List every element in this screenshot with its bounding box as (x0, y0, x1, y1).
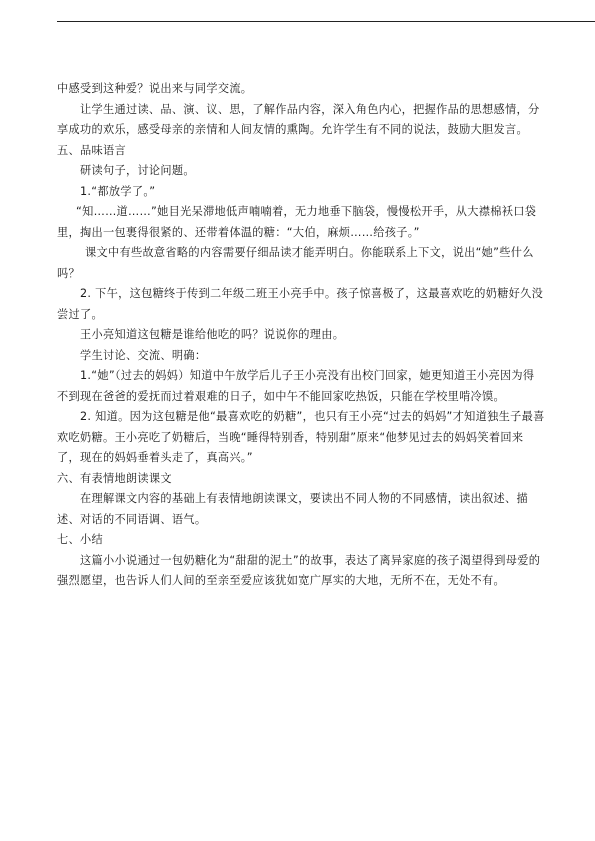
paragraph-7: 在理解课文内容的基础上有表情地朗读课文，要读出不同人物的不同感情，读出叙述、描述、对话的不同语调、语气。 (57, 492, 529, 526)
section-heading-5: 五、品味语言 (57, 143, 126, 157)
paragraph-8: 这篇小小说通过一包奶糖化为“甜甜的泥土”的故事，表达了离异家庭的孩子渴望得到母爱的强烈愿望，也告诉人们人间的至亲至爱应该犹如宽广厚实的大地，无所不在，无处不有。 (57, 553, 541, 587)
section-heading-7: 七、小结 (57, 533, 103, 546)
paragraph-6: 学生讨论、交流、明确： (80, 348, 207, 362)
quote-1-label: 1.“都放学了。” (80, 184, 156, 198)
quote-1-text: “知……道……”她目光呆滞地低声喃喃着，无力地垂下脑袋，慢慢松开手，从大襟棉袄口袋里，掏出一包裹得很紧的、还带着体温的糖：“大伯，麻烦……给孩子。” (57, 205, 537, 239)
paragraph-4: 课文中有些故意省略的内容需要仔细品读才能弄明白。你能联系上下文，说出“她”些什么吗？ (57, 246, 534, 280)
paragraph-5: 王小亮知道这包糖是谁给他吃的吗？说说你的理由。 (80, 328, 345, 341)
answer-1: 1.“她”（过去的妈妈）知道中午放学后儿子王小亮没有出校门回家，她更知道王小亮因为得不到现在爸爸的爱抚而过着艰难的日子，如中午不能回家吃热饭，只能在学校里啃冷馍。 (57, 369, 535, 403)
paragraph-2: 让学生通过读、品、演、议、思，了解作品内容，深入角色内心，把握作品的思想感情，分享成功的欢乐，感受母亲的亲情和人间友情的熏陶。允许学生有不同的说法，鼓励大胆发言。 (57, 102, 540, 136)
header-rule (57, 21, 595, 22)
document-body (57, 79, 545, 592)
section-heading-6: 六、有表情地朗读课文 (57, 471, 172, 485)
paragraph-3: 研读句子，讨论问题。 (80, 164, 195, 177)
answer-2: 2. 知道。因为这包糖是他“最喜欢吃的奶糖”，也只有王小亮“过去的妈妈”才知道独生子最喜欢吃奶糖。王小亮吃了奶糖后，当晚“睡得特别香，特别甜”原来“他梦见过去的妈妈笑着回来了，现在的妈妈垂着头走了，真高兴。” (57, 410, 545, 464)
paragraph-1: 中感受到这种爱？说出来与同学交流。 (57, 82, 253, 95)
quote-2-text: 2. 下午，这包糖终于传到二年级二班王小亮手中。孩子惊喜极了，这最喜欢吃的奶糖好久没尝过了。 (57, 287, 544, 321)
